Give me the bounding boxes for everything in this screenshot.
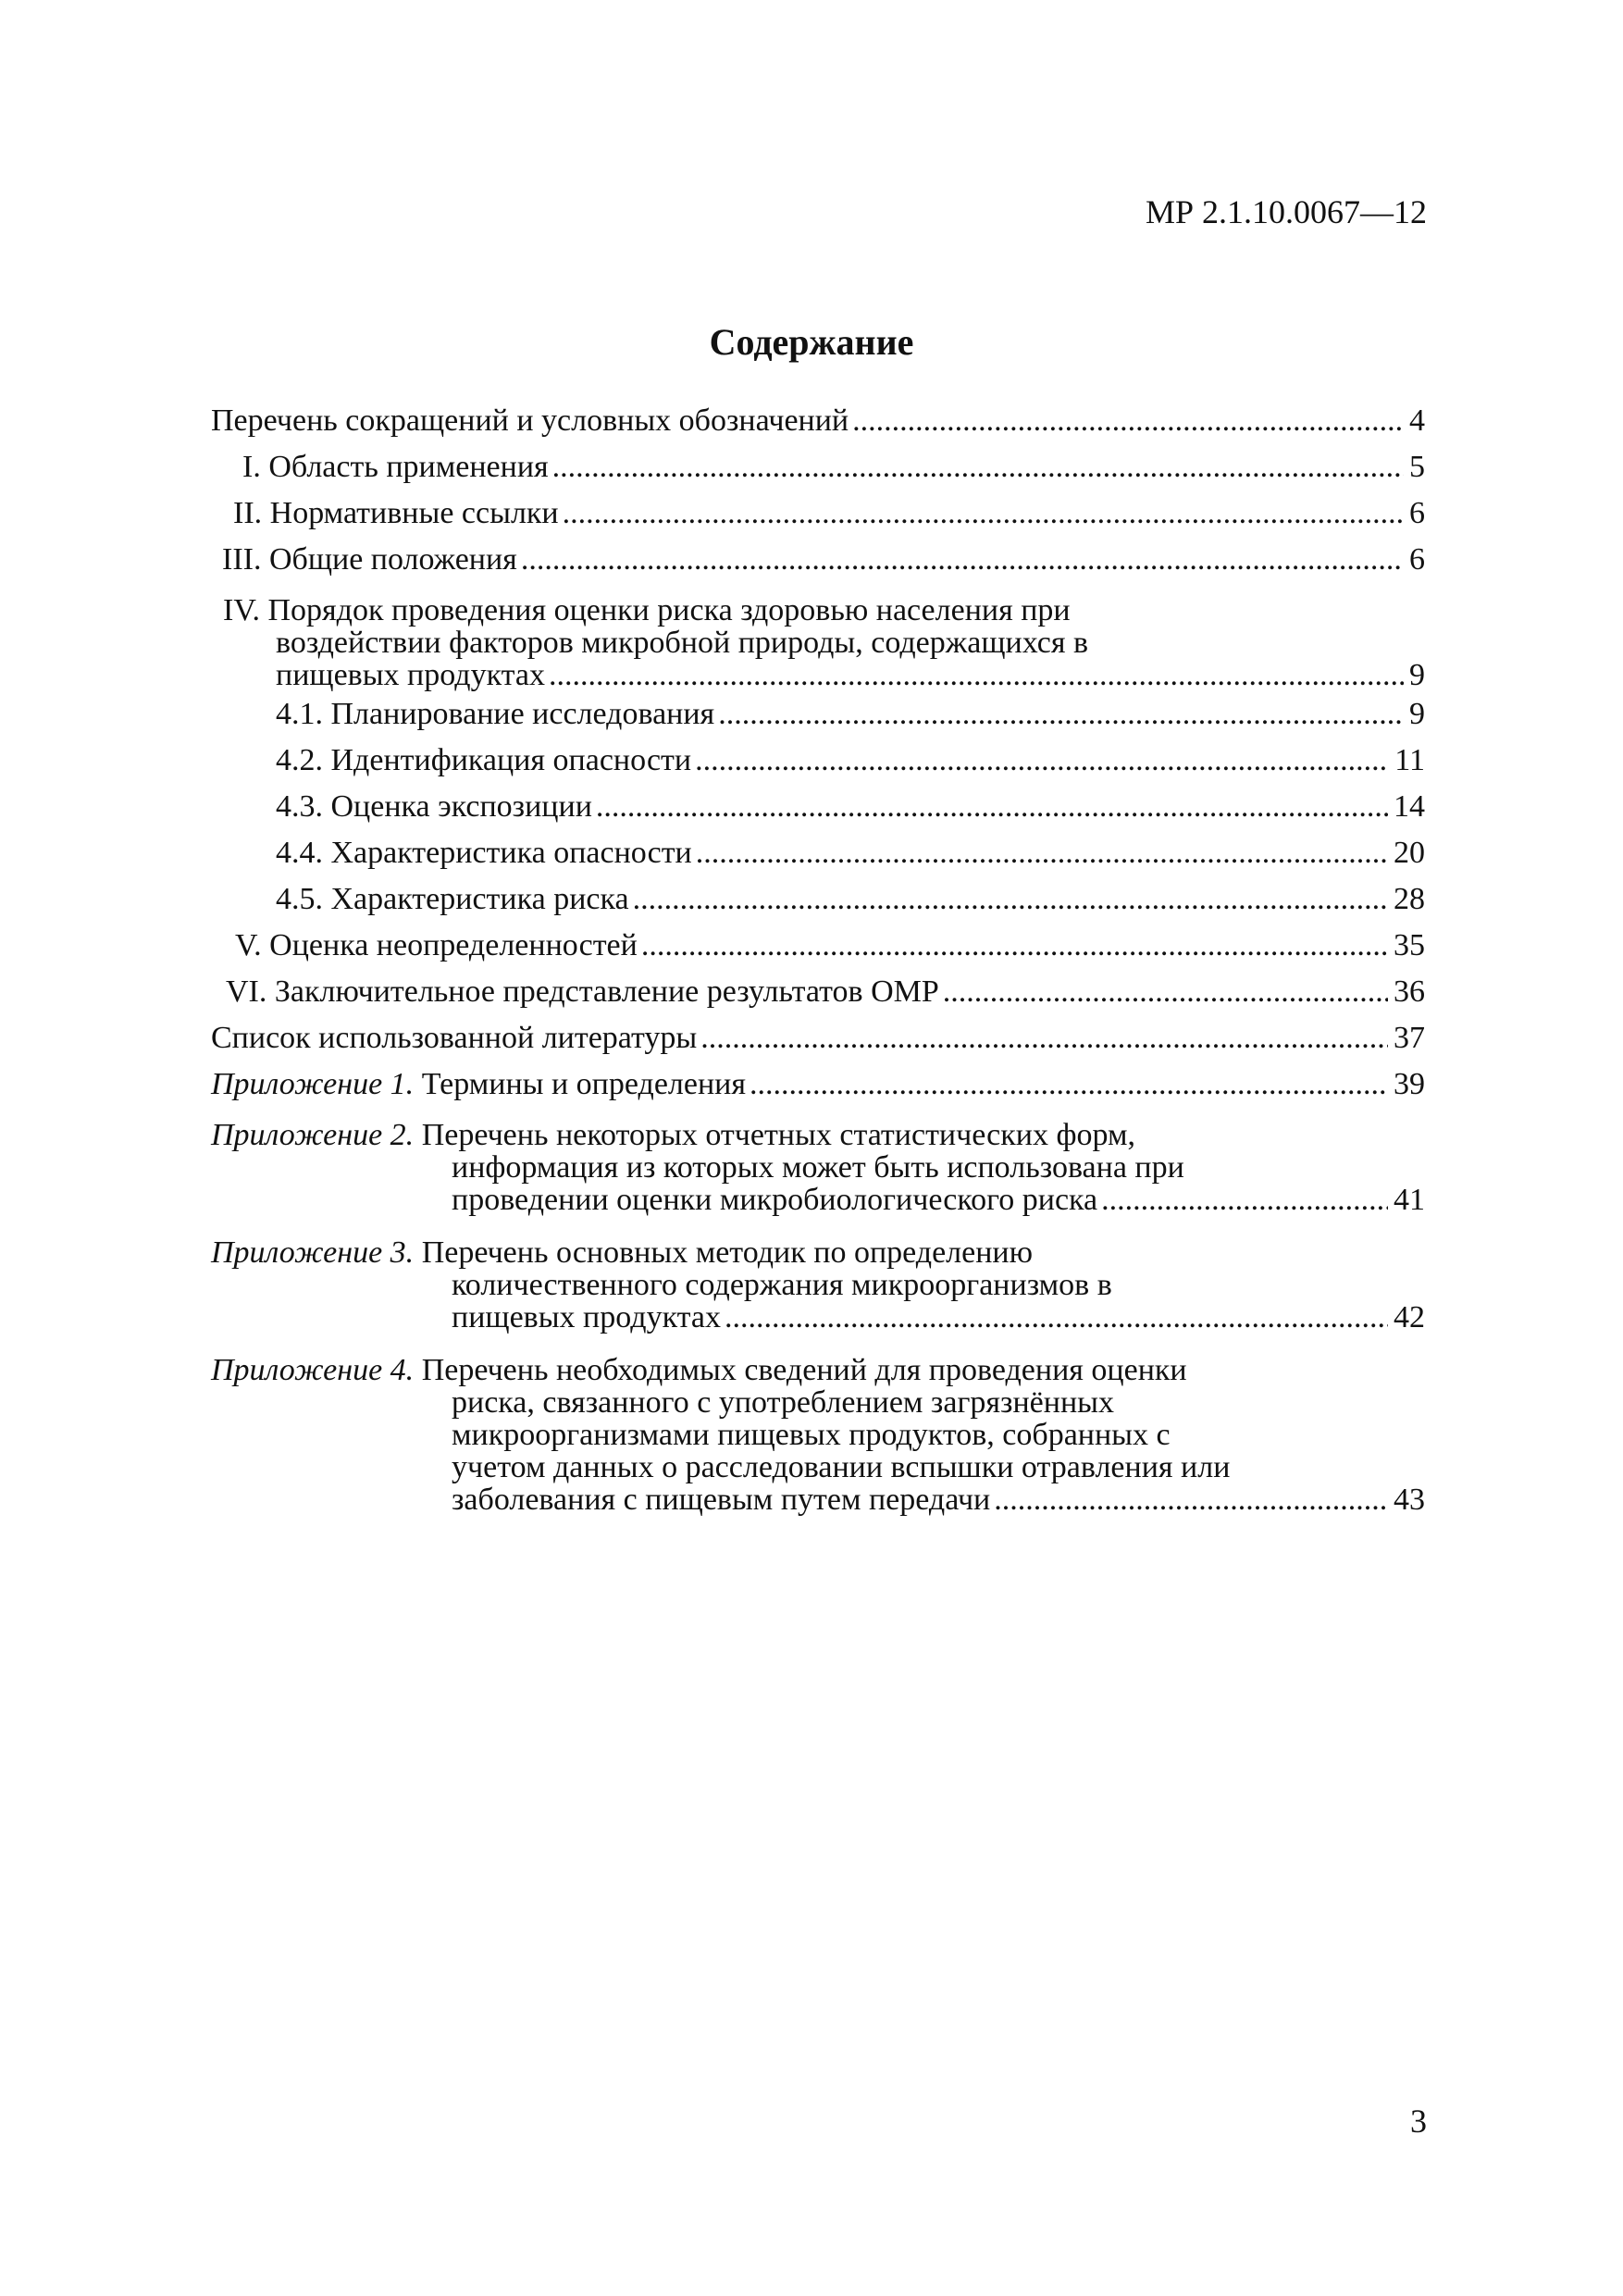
toc-entry-text: проведении оценки микробиологического риска <box>452 1183 1098 1217</box>
toc-entry-text: Термины и определения <box>421 1067 746 1101</box>
dot-leader <box>943 969 1388 1015</box>
toc-entry-line: IV. Порядок проведения оценки риска здоровью населения при <box>223 593 1071 627</box>
toc-entry-line: Перечень необходимых сведений для проведения оценки <box>421 1353 1187 1387</box>
toc-entry-page: 14 <box>1394 789 1425 824</box>
toc-entry-line: Перечень некоторых отчетных статистических форм, <box>421 1118 1135 1152</box>
toc-entry-text: пищевых продуктах <box>276 658 546 692</box>
toc-entry-4-1[interactable] <box>211 691 1425 738</box>
toc-entry-line: риска, связанного с употреблением загрязнённых <box>452 1385 1114 1420</box>
toc-entry-text: 4.5. Характеристика риска <box>276 882 629 916</box>
toc-entry-page: 9 <box>1409 697 1425 731</box>
appendix-label: Приложение 3. <box>211 1235 415 1270</box>
dot-leader <box>695 738 1389 784</box>
toc-entry-line: микроорганизмами пищевых продуктов, собранных с <box>452 1418 1171 1452</box>
toc-entry-line: информация из которых может быть использована при <box>452 1150 1184 1185</box>
toc-entry-appendix-2[interactable] <box>211 1119 1425 1216</box>
appendix-label: Приложение 1. <box>211 1067 415 1101</box>
dot-leader <box>718 691 1404 738</box>
toc-entry-text: пищевых продуктах <box>452 1300 722 1334</box>
toc-entry-page: 6 <box>1409 542 1425 577</box>
toc-entry-4-5[interactable] <box>211 876 1425 923</box>
toc-entry-page: 42 <box>1394 1300 1425 1334</box>
toc-entry-text: 4.3. Оценка экспозиции <box>276 789 592 824</box>
toc-entry-page: 39 <box>1394 1067 1425 1101</box>
toc-entry-appendix-3[interactable] <box>211 1236 1425 1334</box>
dot-leader <box>696 830 1388 876</box>
toc-entry-page: 5 <box>1409 450 1425 484</box>
toc-entry-section-2[interactable] <box>211 490 1425 537</box>
dot-leader <box>596 784 1388 830</box>
dot-leader <box>994 1483 1388 1516</box>
toc-entry-page: 20 <box>1394 836 1425 870</box>
toc-entry-page: 28 <box>1394 882 1425 916</box>
toc-entry-references[interactable] <box>211 1015 1425 1061</box>
toc-entry-text: III. Общие положения <box>222 542 517 577</box>
toc-entry-text: VI. Заключительное представление результатов ОМР <box>226 974 939 1009</box>
toc-entry-text: Перечень сокращений и условных обозначений <box>211 403 849 438</box>
dot-leader <box>750 1061 1388 1108</box>
toc-entry-page: 4 <box>1409 403 1425 438</box>
dot-leader <box>552 444 1404 490</box>
toc-entry-text: заболевания с пищевым путем передачи <box>452 1483 991 1517</box>
toc-entry-4-4[interactable] <box>211 830 1425 876</box>
appendix-label: Приложение 2. <box>211 1118 415 1152</box>
dot-leader <box>521 537 1404 583</box>
toc-entry-line: Перечень основных методик по определению <box>421 1235 1034 1270</box>
dot-leader <box>563 490 1404 537</box>
toc-entry-4-3[interactable] <box>211 784 1425 830</box>
document-code: МР 2.1.10.0067—12 <box>1145 193 1427 230</box>
toc-entry-text: 4.1. Планирование исследования <box>276 697 715 731</box>
toc-entry-text: 4.4. Характеристика опасности <box>276 836 692 870</box>
toc-entry-page: 6 <box>1409 496 1425 530</box>
page-title: Содержание <box>709 321 914 363</box>
dot-leader <box>700 1015 1388 1061</box>
toc-entry-line: воздействии факторов микробной природы, содержащихся в <box>276 626 1089 660</box>
toc-entry-section-1[interactable] <box>211 444 1425 490</box>
toc-entry-section-5[interactable] <box>211 923 1425 969</box>
page-number: 3 <box>1410 2103 1427 2140</box>
toc-entry-page: 37 <box>1394 1021 1425 1055</box>
toc-entry-line: учетом данных о расследовании вспышки отравления или <box>452 1450 1231 1484</box>
toc-entry-section-4[interactable] <box>211 594 1425 691</box>
toc-entry-page: 43 <box>1394 1483 1425 1517</box>
toc-entry-page: 36 <box>1394 974 1425 1009</box>
dot-leader <box>852 398 1404 444</box>
toc-entry-text: I. Область применения <box>242 450 549 484</box>
toc-entry-page: 11 <box>1394 743 1425 777</box>
toc-entry-section-6[interactable] <box>211 969 1425 1015</box>
toc-entry-section-3[interactable] <box>211 537 1425 583</box>
toc-entry-line: количественного содержания микроорганизмов в <box>452 1268 1112 1302</box>
dot-leader <box>633 876 1388 923</box>
appendix-label: Приложение 4. <box>211 1353 415 1387</box>
dot-leader <box>725 1301 1388 1334</box>
toc-entry-page: 9 <box>1409 658 1425 692</box>
dot-leader <box>549 659 1404 691</box>
toc-entry-page: 41 <box>1394 1183 1425 1217</box>
dot-leader <box>1101 1184 1388 1216</box>
toc-entry-page: 35 <box>1394 928 1425 962</box>
toc-entry-appendix-4[interactable] <box>211 1354 1425 1516</box>
toc-entry-4-2[interactable] <box>211 738 1425 784</box>
toc-entry-text: Список использованной литературы <box>211 1021 698 1055</box>
toc-entry-abbreviations[interactable] <box>211 398 1425 444</box>
dot-leader <box>641 923 1388 969</box>
toc-entry-text: II. Нормативные ссылки <box>233 496 559 530</box>
table-of-contents <box>211 398 1425 1516</box>
toc-entry-appendix-1[interactable] <box>211 1061 1425 1108</box>
toc-entry-text: 4.2. Идентификация опасности <box>276 743 692 777</box>
toc-entry-text: V. Оценка неопределенностей <box>235 928 638 962</box>
